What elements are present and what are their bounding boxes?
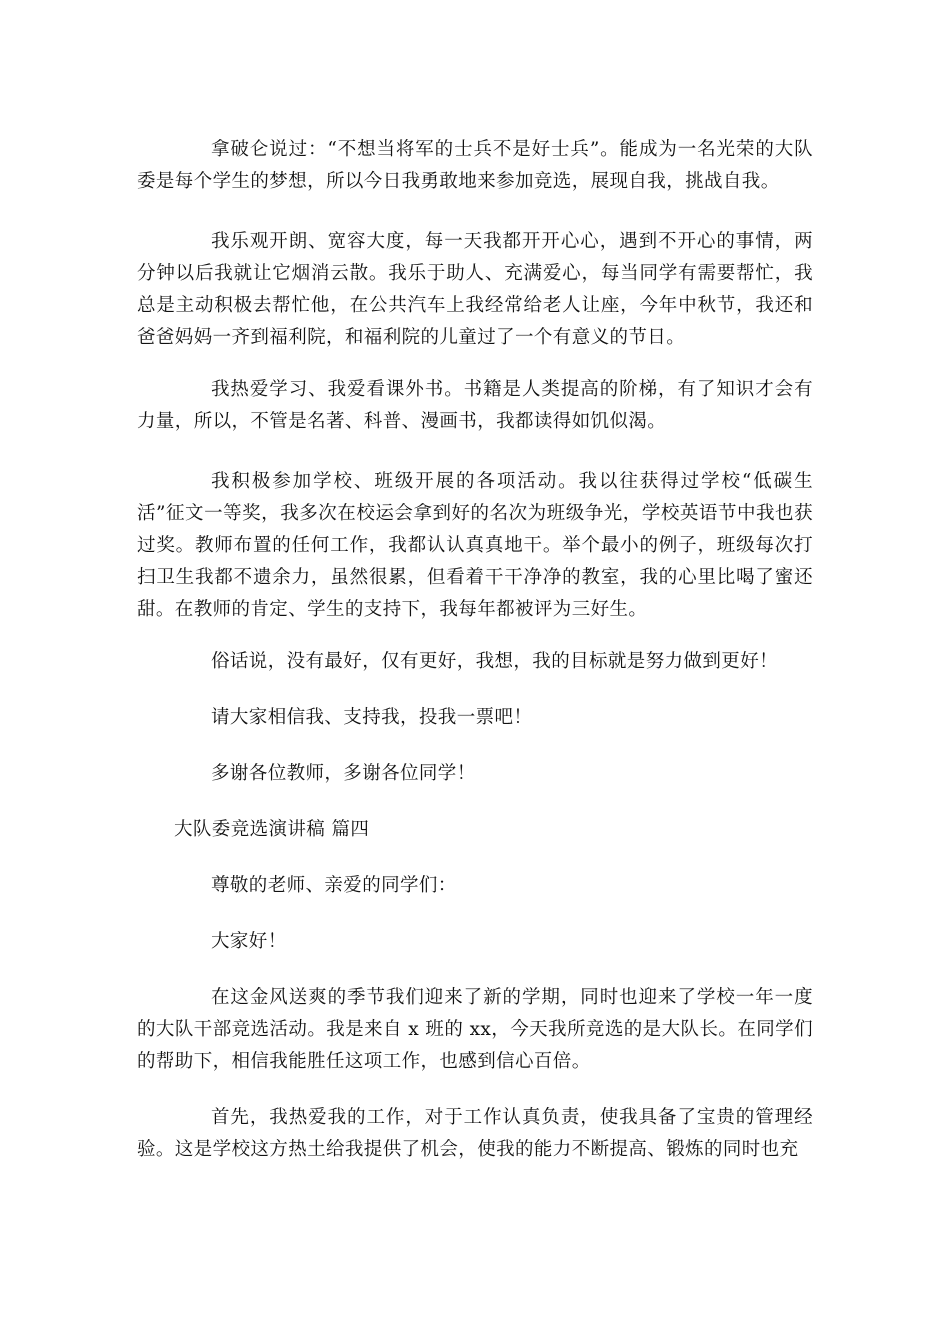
paragraph-napoleon: 拿破仑说过：“不想当将军的士兵不是好士兵”。能成为一名光荣的大队委是每个学生的梦想，所以今日我勇敢地来参加竞选，展现自我，挑战自我。 bbox=[137, 139, 813, 192]
paragraph-thanks: 多谢各位教师，多谢各位同学！ bbox=[211, 763, 476, 784]
paragraph-greeting: 大家好！ bbox=[211, 931, 287, 952]
paragraph-vote-request: 请大家相信我、支持我，投我一票吧！ bbox=[211, 707, 533, 728]
section-title: 大队委竞选演讲稿 篇四 bbox=[174, 819, 370, 840]
paragraph-activities: 我积极参加学校、班级开展的各项活动。我以往获得过学校“低碳生活”征文一等奖，我多次在校运会拿到好的名次为班级争光，学校英语节中我也获过奖。教师布置的任何工作，我都认认真真地干。举个最小的例子，班级每次打扫卫生我都不遗余力，虽然很累，但看着干干净净的教室，我的心里比喝了蜜还甜。在教师的肯定、学生的支持下，我每年都被评为三好生。 bbox=[137, 471, 813, 620]
paragraph-first-point: 首先，我热爱我的工作，对于工作认真负责，使我具备了宝贵的管理经验。这是学校这方热土给我提供了机会，使我的能力不断提高、锻炼的同时也充 bbox=[137, 1107, 813, 1160]
paragraph-personality: 我乐观开朗、宽容大度，每一天我都开开心心，遇到不开心的事情，两分钟以后我就让它烟消云散。我乐于助人、充满爱心，每当同学有需要帮忙，我总是主动积极去帮忙他，在公共汽车上我经常给老人让座，今年中秋节，我还和爸爸妈妈一齐到福利院，和福利院的儿童过了一个有意义的节日。 bbox=[137, 231, 813, 348]
paragraph-proverb: 俗话说，没有最好，仅有更好，我想，我的目标就是努力做到更好！ bbox=[211, 651, 779, 672]
paragraph-study: 我热爱学习、我爱看课外书。书籍是人类提高的阶梯，有了知识才会有力量，所以，不管是名著、科普、漫画书，我都读得如饥似渴。 bbox=[137, 379, 813, 432]
paragraph-introduction: 在这金风送爽的季节我们迎来了新的学期，同时也迎来了学校一年一度的大队干部竞选活动。我是来自 x 班的 xx，今天我所竞选的是大队长。在同学们的帮助下，相信我能胜任这项工作，也感到信心百倍。 bbox=[137, 987, 813, 1072]
paragraph-salutation: 尊敬的老师、亲爱的同学们： bbox=[211, 875, 457, 896]
